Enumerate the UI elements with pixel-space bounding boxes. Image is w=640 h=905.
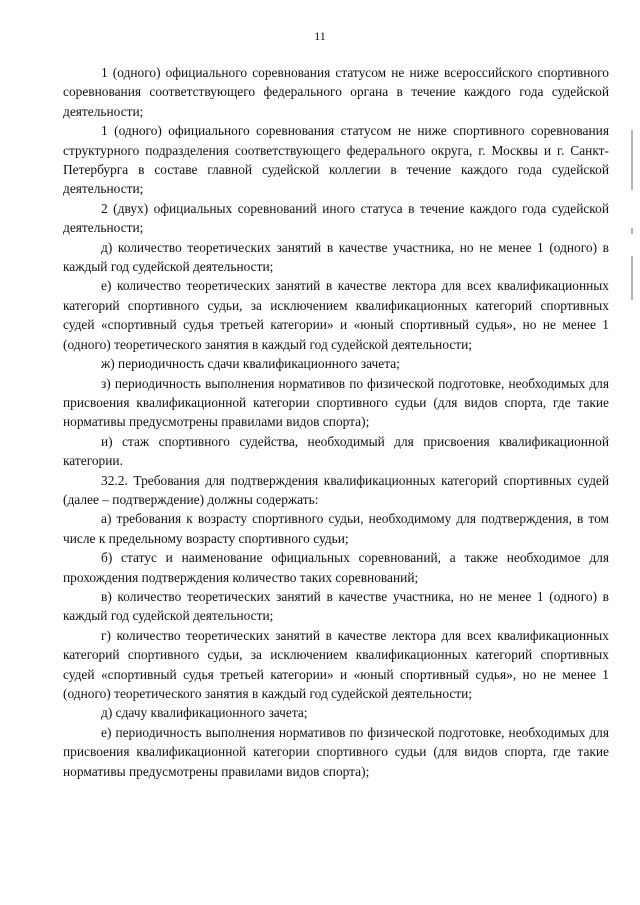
scan-margin-mark: [631, 228, 633, 234]
scan-margin-mark: [631, 256, 633, 300]
paragraph: 2 (двух) официальных соревнований иного статуса в течение каждого года судейской деятельности;: [63, 200, 609, 236]
paragraph: д) количество теоретических занятий в качестве участника, но не менее 1 (одного) в каждый год судейской деятельности;: [63, 239, 609, 275]
paragraph: г) количество теоретических занятий в качестве лектора для всех квалификационных категорий спортивного судьи, за исключением квалификационных категорий спортивных судей «спортивный судья третьей категории» и «юный спортивный судья», но не менее 1 (одного) теоретического занятия в каждый год судейской деятельности;: [63, 627, 609, 701]
paragraph: в) количество теоретических занятий в качестве участника, но не менее 1 (одного) в каждый год судейской деятельности;: [63, 588, 609, 624]
paragraph: е) количество теоретических занятий в качестве лектора для всех квалификационных категорий спортивного судьи, за исключением квалификационных категорий спортивных судей «спортивный судья третьей категории» и «юный спортивный судья», но не менее 1 (одного) теоретического занятия в каждый год судейской деятельности;: [63, 278, 609, 352]
document-body: [63, 63, 609, 781]
paragraph: з) периодичность выполнения нормативов по физической подготовке, необходимых для присвоения квалификационной категории спортивного судьи (для видов спорта, где такие нормативы предусмотрены правилами видов спорта);: [63, 375, 609, 430]
paragraph: д) сдачу квалификационного зачета;: [101, 705, 308, 721]
paragraph: б) статус и наименование официальных соревнований, а также необходимое для прохождения подтверждения количество таких соревнований;: [63, 550, 609, 585]
paragraph: ж) периодичность сдачи квалификационного зачета;: [101, 356, 400, 372]
page-number: 11: [314, 29, 326, 43]
paragraph: 32.2. Требования для подтверждения квалификационных категорий спортивных судей (далее – подтверждение) должны содержать:: [63, 472, 609, 507]
paragraph: и) стаж спортивного судейства, необходимый для присвоения квалификационной категории.: [63, 433, 609, 469]
paragraph: 1 (одного) официального соревнования статусом не ниже всероссийского спортивного соревнования соответствующего федерального органа в течение каждого года судейской деятельности;: [63, 65, 609, 119]
scan-margin-mark: [631, 130, 633, 190]
paragraph: 1 (одного) официального соревнования статусом не ниже спортивного соревнования структурного подразделения соответствующего федерального округа, г. Москвы и г. Санкт-Петербурга в составе главной судейской коллегии в течение каждого года судейской деятельности;: [63, 123, 609, 197]
paragraph: а) требования к возрасту спортивного судьи, необходимому для подтверждения, в том числе к предельному возрасту спортивного судьи;: [63, 511, 609, 546]
paragraph: е) периодичность выполнения нормативов по физической подготовке, необходимых для присвоения квалификационной категории спортивного судьи (для видов спорта, где такие нормативы предусмотрены правилами видов спорта);: [63, 724, 609, 779]
